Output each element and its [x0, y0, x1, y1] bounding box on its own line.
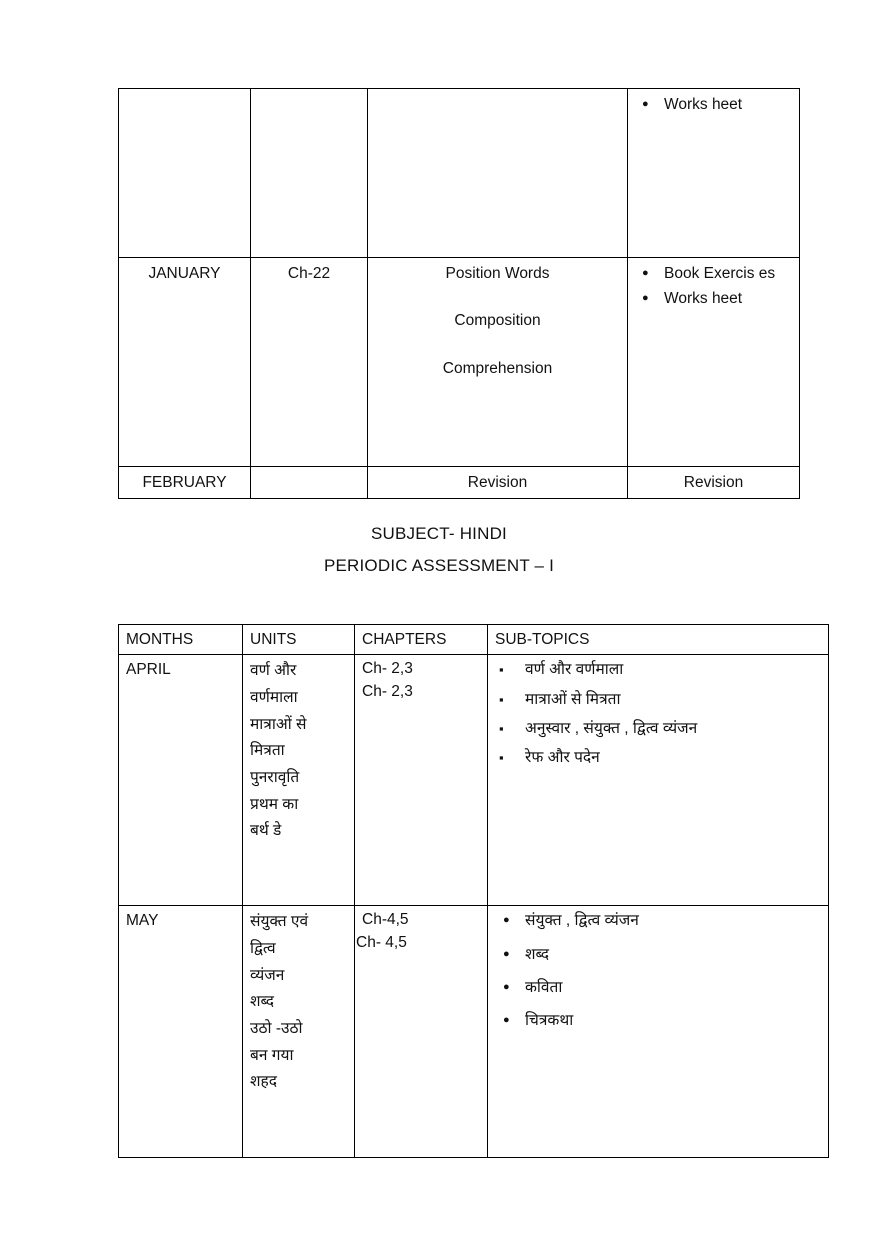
unit-line: शहद — [250, 1073, 278, 1091]
unit-line: उठो -उठो — [250, 1019, 303, 1037]
chapter-line: Ch- 4,5 — [356, 933, 407, 951]
cell-units — [243, 655, 355, 906]
cell-unit: Ch-22 — [251, 258, 368, 467]
hindi-syllabus-table — [118, 624, 829, 1158]
list-item: ● संयुक्त , द्वित्व व्यंजन — [525, 909, 821, 932]
unit-line: मात्राओं से — [250, 715, 307, 733]
subtopic-list — [634, 93, 793, 116]
list-item: ▪ अनुस्वार , संयुक्त , द्वित्व व्यंजन — [525, 717, 821, 740]
chapter-line: Composition — [454, 312, 541, 330]
list-item: ● Book Exercis es — [664, 262, 793, 285]
table-row — [119, 655, 829, 906]
unit-line: संयुक्त एवं — [250, 913, 309, 931]
unit-line: वर्णमाला — [250, 688, 298, 706]
unit-line: पुनरावृति — [250, 768, 300, 786]
cell-units — [243, 906, 355, 1158]
cell-month — [119, 89, 251, 258]
subject-heading: SUBJECT- HINDI — [371, 524, 507, 543]
table-row — [119, 906, 829, 1158]
table-row — [119, 258, 800, 467]
cell-subtopics — [628, 258, 800, 467]
chapter-line: Comprehension — [442, 359, 553, 377]
cell-chapters — [368, 258, 628, 467]
unit-line: शब्द — [250, 993, 274, 1011]
cell-month: JANUARY — [119, 258, 251, 467]
cell-chapters — [368, 89, 628, 258]
english-syllabus-table — [118, 88, 800, 499]
unit-line: वर्ण और — [250, 662, 297, 680]
cell-subtopics — [488, 906, 829, 1158]
table-header-row — [119, 625, 829, 655]
subtopic-list — [495, 909, 821, 1032]
chapter-line: Ch- 2,3 — [362, 660, 413, 678]
chapter-line: Position Words — [445, 265, 550, 282]
unit-line: बर्थ डे — [250, 822, 282, 840]
section-heading — [0, 518, 878, 583]
assessment-heading: PERIODIC ASSESSMENT – I — [323, 556, 555, 576]
column-header-months: MONTHS — [119, 625, 243, 655]
list-item: ● शब्द — [525, 943, 821, 966]
cell-unit — [251, 89, 368, 258]
unit-line: व्यंजन — [250, 966, 285, 984]
cell-subtopics: Revision — [628, 467, 800, 499]
cell-chapters — [355, 655, 488, 906]
cell-chapters — [355, 906, 488, 1158]
unit-line: मित्रता — [250, 742, 285, 760]
list-item: ● कविता — [525, 976, 821, 999]
unit-line: द्वित्व — [250, 939, 276, 957]
cell-subtopics — [488, 655, 829, 906]
cell-unit — [251, 467, 368, 499]
cell-month: MAY — [119, 906, 243, 1158]
cell-chapters: Revision — [368, 467, 628, 499]
chapter-line: Ch-4,5 — [362, 911, 409, 929]
table-row — [119, 89, 800, 258]
list-item: ▪ वर्ण और वर्णमाला — [525, 658, 821, 681]
unit-line: प्रथम का — [250, 795, 299, 813]
cell-subtopics — [628, 89, 800, 258]
list-item: ● Works heet — [664, 287, 793, 310]
column-header-subtopics: SUB-TOPICS — [488, 625, 829, 655]
subtopic-list — [495, 658, 821, 769]
subtopic-list — [634, 262, 793, 311]
unit-line: बन गया — [250, 1046, 294, 1064]
cell-month: APRIL — [119, 655, 243, 906]
chapter-line: Ch- 2,3 — [362, 682, 413, 700]
list-item: ● Works heet — [664, 93, 793, 116]
list-item: ● चित्रकथा — [525, 1009, 821, 1032]
cell-month: FEBRUARY — [119, 467, 251, 499]
table-row — [119, 467, 800, 499]
list-item: ▪ रेफ और पदेन — [525, 746, 821, 769]
column-header-chapters: CHAPTERS — [355, 625, 488, 655]
column-header-units: UNITS — [243, 625, 355, 655]
list-item: ▪ मात्राओं से मित्रता — [525, 688, 821, 711]
